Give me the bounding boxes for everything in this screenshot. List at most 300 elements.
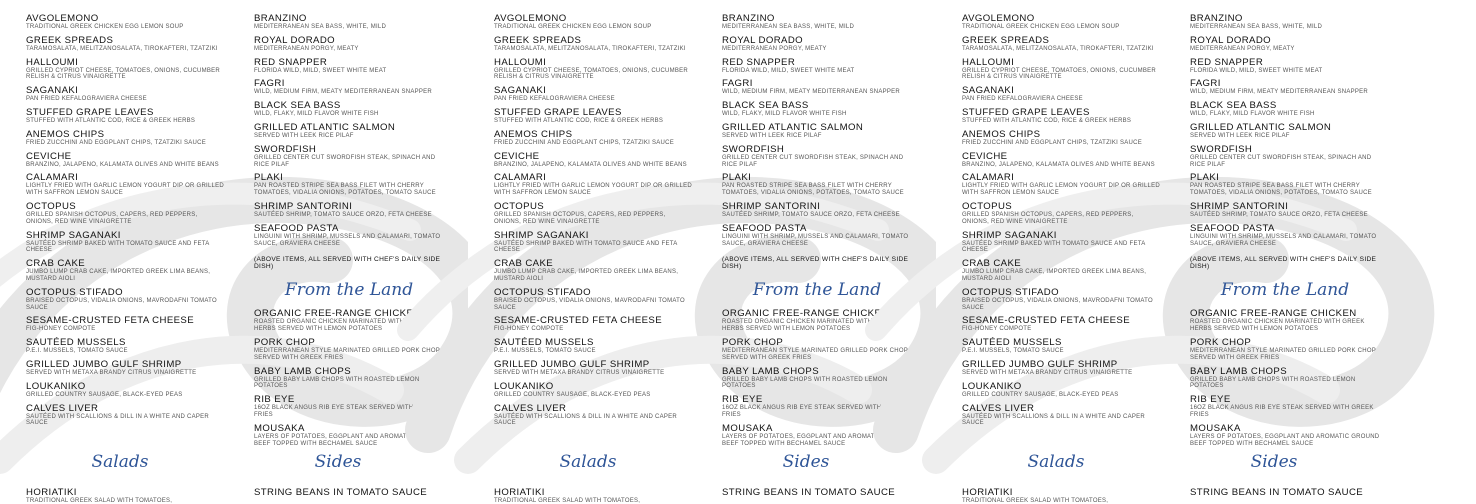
menu-item-description: SAUTÉED SHRIMP, TOMATO SAUCE ORZO, FETA CHEESE (722, 211, 900, 218)
menu-item (962, 107, 1162, 125)
menu-item-name: SESAME-CRUSTED FETA CHEESE (962, 315, 1131, 327)
salad-name: HORIATIKI (26, 487, 77, 498)
menu-item-name: PLAKI (1190, 172, 1220, 184)
menu-item-name: BRANZINO (722, 13, 775, 24)
menu-item-name: RIB EYE (254, 394, 295, 406)
menu-item-description: WILD, FLAKY, MILD FLAVOR WHITE FISH (722, 111, 847, 118)
menu-item (26, 13, 226, 31)
menu-item-name: GREEK SPREADS (494, 34, 582, 46)
menu-item (26, 129, 226, 147)
sides-heading: Sides (1250, 452, 1298, 472)
menu-item-description: LINGUINI WITH SHRIMP, MUSSELS AND CALAMARI, TOMATO SAUCE, GRAVIERA CHEESE (722, 233, 909, 247)
menu-item-description: BRAISED OCTOPUS, VIDALIA ONIONS, MAVRODAFNI TOMATO SAUCE (494, 297, 685, 311)
menu-item-name: LOUKANIKO (494, 380, 554, 392)
menu-item (1190, 122, 1380, 140)
menu-item (1190, 172, 1380, 197)
menu-item (722, 366, 912, 391)
menu-item (26, 403, 226, 428)
menu-item-name: MOUSAKA (722, 422, 773, 434)
menu-item (26, 107, 226, 125)
menu-item-name: OCTOPUS STIFADO (26, 286, 123, 298)
menu-item-description: FLORIDA WILD, MILD, SWEET WHITE MEAT (254, 67, 387, 74)
menu-item-name: HALLOUMI (26, 56, 79, 68)
menu-item-description: STUFFED WITH ATLANTIC COD, RICE & GREEK HERBS (962, 117, 1132, 124)
menu-item (722, 201, 912, 219)
menu-item (722, 100, 912, 118)
menu-item-name: GREEK SPREADS (962, 34, 1050, 46)
menu-item-description: GRILLED BABY LAMB CHOPS WITH ROASTED LEMON POTATOES (722, 376, 888, 390)
menu-item-name: SEAFOOD PASTA (1190, 222, 1275, 234)
salad-item (26, 487, 172, 504)
menu-item (494, 359, 694, 377)
menu-item-name: BLACK SEA BASS (1190, 100, 1277, 112)
menu-item-description: WILD, MEDIUM FIRM, MEATY MEDITERRANEAN SNAPPER (722, 89, 900, 96)
menu-item-name: BABY LAMB CHOPS (254, 365, 351, 377)
menu-item (26, 230, 226, 255)
menu-item (722, 13, 912, 31)
menu-item (254, 201, 444, 219)
menu-item-description: LINGUINI WITH SHRIMP, MUSSELS AND CALAMARI, TOMATO SAUCE, GRAVIERA CHEESE (254, 233, 441, 247)
menu-item-description: GRILLED BABY LAMB CHOPS WITH ROASTED LEMON POTATOES (1190, 376, 1356, 390)
menu-item-name: CRAB CAKE (494, 258, 554, 270)
menu-item-description: BRANZINO, JALAPENO, KALAMATA OLIVES AND WHITE BEANS (962, 161, 1155, 168)
menu-item-description: SERVED WITH METAXA BRANDY CITRUS VINAIGRETTE (962, 369, 1133, 376)
menu-item-name: BRANZINO (1190, 13, 1243, 24)
menu-item-description: SAUTÉED SHRIMP BAKED WITH TOMATO SAUCE AND FETA CHEESE (962, 240, 1146, 254)
menu-item (494, 201, 694, 226)
salads-heading: Salads (1027, 452, 1085, 472)
salad-name: HORIATIKI (494, 487, 545, 498)
menu-item (1190, 35, 1380, 53)
menu-item-description: P.E.I. MUSSELS, TOMATO SAUCE (26, 348, 128, 355)
menu-item-description: TARAMOSALATA, MELITZANOSALATA, TIROKAFTERI, TZATZIKI (962, 45, 1154, 52)
menu-item-name: RIB EYE (1190, 394, 1231, 406)
menu-item-description: GRILLED SPANISH OCTOPUS, CAPERS, RED PEPPERS, ONIONS, RED WINE VINAIGRETTE (494, 211, 666, 225)
menu-item-description: GRILLED CYPRIOT CHEESE, TOMATOES, ONIONS, CUCUMBER RELISH & CITRUS VINAIGRETTE (26, 67, 220, 81)
menu-item (962, 359, 1162, 377)
menu-item-name: CALVES LIVER (494, 402, 567, 414)
menu-item-name: CALVES LIVER (26, 402, 99, 414)
menu-item-description: GRILLED CYPRIOT CHEESE, TOMATOES, ONIONS, CUCUMBER RELISH & CITRUS VINAIGRETTE (962, 67, 1156, 81)
menu-item (722, 35, 912, 53)
menu-item-description: 16OZ BLACK ANGUS RIB EYE STEAK SERVED WITH GREEK FRIES (1190, 405, 1374, 418)
menu-item (254, 78, 444, 96)
from-the-land-heading: From the Land (284, 280, 414, 301)
menu-item (494, 129, 694, 147)
menu-item (254, 394, 444, 419)
menu-item (1190, 201, 1380, 219)
menu-item-description: WILD, FLAKY, MILD FLAVOR WHITE FISH (254, 111, 379, 118)
menu-item-name: RED SNAPPER (722, 56, 796, 68)
menu-item-name: ORGANIC FREE-RANGE CHICKEN (722, 308, 889, 320)
menu-item (1190, 223, 1380, 248)
menu-item (254, 122, 444, 140)
menu-item-name: GRILLED ATLANTIC SALMON (254, 121, 396, 133)
menu-item-name: RED SNAPPER (1190, 56, 1264, 68)
menu-item (1190, 308, 1380, 333)
menu-item-description: PAN ROASTED STRIPE SEA BASS FILET WITH CHERRY TOMATOES, VIDALIA ONIONS, POTATOES, TOMATO SAUCE (1190, 183, 1372, 197)
menu-item-name: SHRIMP SANTORINI (1190, 200, 1289, 212)
fish-and-land-column (1190, 13, 1380, 451)
menu-item (494, 107, 694, 125)
sides-heading-wrap (1214, 452, 1334, 472)
menu-item-description: GRILLED SPANISH OCTOPUS, CAPERS, RED PEPPERS, ONIONS, RED WINE VINAIGRETTE (962, 211, 1134, 225)
menu-page-1 (0, 0, 466, 504)
menu-item (26, 151, 226, 169)
sides-heading: Sides (782, 452, 830, 472)
menu-item-name: HALLOUMI (962, 56, 1015, 68)
salads-heading-wrap (528, 452, 648, 472)
menu-item-description: FIG-HONEY COMPOTE (26, 326, 96, 333)
menu-page-2 (468, 0, 934, 504)
menu-item-name: LOUKANIKO (26, 380, 86, 392)
sides-heading-wrap (278, 452, 398, 472)
menu-item-description: 16OZ BLACK ANGUS RIB EYE STEAK SERVED WITH GREEK FRIES (254, 405, 438, 418)
menu-item-description: P.E.I. MUSSELS, TOMATO SAUCE (494, 348, 596, 355)
menu-item (1190, 78, 1380, 96)
menu-item-description: SERVED WITH METAXA BRANDY CITRUS VINAIGRETTE (26, 369, 197, 376)
menu-item (962, 57, 1162, 82)
menu-item (494, 151, 694, 169)
side-name: STRING BEANS IN TOMATO SAUCE (1190, 487, 1364, 498)
menu-item (1190, 337, 1380, 362)
sides-heading-wrap (746, 452, 866, 472)
menu-item-description: MEDITERRANEAN SEA BASS, WHITE, MILD (722, 24, 855, 30)
menu-item-name: CEVICHE (494, 150, 540, 162)
menu-item (722, 172, 912, 197)
salad-desc: TRADITIONAL GREEK SALAD WITH TOMATOES, (494, 498, 641, 504)
menu-item-name: SEAFOOD PASTA (722, 222, 807, 234)
menu-item-description: SERVED WITH LEEK RICE PILAF (254, 132, 354, 139)
menu-item-name: SAGANAKI (962, 85, 1015, 97)
menu-item-description: LAYERS OF POTATOES, EGGPLANT AND AROMATIC GROUND BEEF TOPPED WITH BECHAMEL SAUCE (254, 433, 444, 447)
menu-item-name: SHRIMP SAGANAKI (962, 229, 1057, 241)
menu-item (962, 337, 1162, 355)
menu-item (254, 35, 444, 53)
menu-item-description: MEDITERRANEAN STYLE MARINATED GRILLED PORK CHOP SERVED WITH GREEK FRIES (254, 347, 440, 361)
menu-item (26, 172, 226, 197)
menu-item-description: TARAMOSALATA, MELITZANOSALATA, TIROKAFTERI, TZATZIKI (494, 45, 686, 52)
menu-item-description: LIGHTLY FRIED WITH GARLIC LEMON YOGURT DIP OR GRILLED WITH SAFFRON LEMON SAUCE (26, 183, 224, 197)
menu-item (26, 287, 226, 312)
menu-item (722, 144, 912, 169)
menu-item-name: GRILLED JUMBO GULF SHRIMP (26, 358, 182, 370)
menu-item-name: GREEK SPREADS (26, 34, 114, 46)
menu-item-name: BABY LAMB CHOPS (722, 365, 819, 377)
menu-item-name: PLAKI (254, 172, 284, 184)
menu-item-name: ANEMOS CHIPS (962, 128, 1041, 140)
menu-item-description: MEDITERRANEAN PORGY, MEATY (722, 45, 827, 52)
menu-item-description: MEDITERRANEAN PORGY, MEATY (254, 45, 359, 52)
menu-item (494, 13, 694, 31)
menu-item-name: FAGRI (254, 78, 285, 90)
menu-item (254, 144, 444, 169)
menu-item-name: HALLOUMI (494, 56, 547, 68)
menu-item-name: GRILLED JUMBO GULF SHRIMP (494, 358, 650, 370)
menu-item (962, 172, 1162, 197)
menu-item-description: PAN ROASTED STRIPE SEA BASS FILET WITH CHERRY TOMATOES, VIDALIA ONIONS, POTATOES, TOMATO SAUCE (722, 183, 904, 197)
menu-item-description: GRILLED CENTER CUT SWORDFISH STEAK, SPINACH AND RICE PILAF (254, 154, 436, 168)
salads-heading-wrap (60, 452, 180, 472)
menu-item-name: CALAMARI (494, 172, 547, 184)
menu-item-name: PORK CHOP (254, 336, 316, 348)
menu-item-name: FAGRI (722, 78, 753, 90)
menu-item-description: GRILLED COUNTRY SAUSAGE, BLACK-EYED PEAS (494, 391, 651, 398)
salad-item (962, 487, 1108, 504)
menu-item (962, 201, 1162, 226)
menu-item-name: ANEMOS CHIPS (494, 128, 573, 140)
menu-item-description: TRADITIONAL GREEK CHICKEN EGG LEMON SOUP (494, 24, 652, 30)
menu-item-name: SWORDFISH (254, 143, 317, 155)
menu-item-name: BRANZINO (254, 13, 307, 24)
menu-item-description: LIGHTLY FRIED WITH GARLIC LEMON YOGURT DIP OR GRILLED WITH SAFFRON LEMON SAUCE (494, 183, 692, 197)
menu-item-description: BRAISED OCTOPUS, VIDALIA ONIONS, MAVRODAFNI TOMATO SAUCE (26, 297, 217, 311)
menu-item (722, 78, 912, 96)
menu-item (962, 151, 1162, 169)
menu-item-description: PAN ROASTED STRIPE SEA BASS FILET WITH CHERRY TOMATOES, VIDALIA ONIONS, POTATOES, TOMATO SAUCE (254, 183, 436, 197)
side-item (254, 487, 427, 498)
menu-page-3 (936, 0, 1402, 504)
menu-item-name: OCTOPUS STIFADO (962, 286, 1059, 298)
menu-item (254, 308, 444, 333)
fish-and-land-column (722, 13, 912, 451)
menu-item-description: FIG-HONEY COMPOTE (494, 326, 564, 333)
menu-item-name: ROYAL DORADO (254, 34, 336, 46)
menu-item-name: SHRIMP SAGANAKI (26, 229, 121, 241)
menu-item-description: TRADITIONAL GREEK CHICKEN EGG LEMON SOUP (26, 24, 184, 30)
from-the-land-heading: From the Land (752, 280, 882, 301)
menu-item-description: STUFFED WITH ATLANTIC COD, RICE & GREEK HERBS (494, 117, 664, 124)
menu-item-name: CRAB CAKE (26, 258, 86, 270)
menu-item-description: JUMBO LUMP CRAB CAKE, IMPORTED GREEK LIMA BEANS, MUSTARD AIOLI (26, 269, 211, 282)
menu-item-description: FRIED ZUCCHINI AND EGGPLANT CHIPS, TZATZIKI SAUCE (962, 139, 1142, 146)
menu-item-name: STUFFED GRAPE LEAVES (962, 106, 1090, 118)
menu-item-description: SAUTÉED WITH SCALLIONS & DILL IN A WHITE AND CAPER SAUCE (962, 413, 1145, 427)
menu-item-name: RIB EYE (722, 394, 763, 406)
menu-item (494, 315, 694, 333)
menu-item-name: BLACK SEA BASS (254, 100, 341, 112)
menu-item-name: ORGANIC FREE-RANGE CHICKEN (254, 308, 421, 320)
menu-item (254, 100, 444, 118)
menu-item-description: GRILLED COUNTRY SAUSAGE, BLACK-EYED PEAS (962, 391, 1119, 398)
menu-item-description: FRIED ZUCCHINI AND EGGPLANT CHIPS, TZATZIKI SAUCE (26, 139, 206, 146)
menu-item-description: TRADITIONAL GREEK CHICKEN EGG LEMON SOUP (962, 24, 1120, 30)
menu-item-name: SAGANAKI (494, 85, 547, 97)
menu-item-description: LIGHTLY FRIED WITH GARLIC LEMON YOGURT DIP OR GRILLED WITH SAFFRON LEMON SAUCE (962, 183, 1160, 197)
menu-item-name: SHRIMP SANTORINI (722, 200, 821, 212)
menu-item (962, 403, 1162, 428)
menu-item (962, 13, 1162, 31)
menu-item (26, 57, 226, 82)
menu-item-description: JUMBO LUMP CRAB CAKE, IMPORTED GREEK LIMA BEANS, MUSTARD AIOLI (962, 269, 1147, 282)
menu-item (722, 223, 912, 248)
menu-item (1190, 57, 1380, 75)
menu-item-description: FIG-HONEY COMPOTE (962, 326, 1032, 333)
menu-item (1190, 423, 1380, 448)
menu-item (722, 308, 912, 333)
menu-item (26, 381, 226, 399)
menu-item-description: ROASTED ORGANIC CHICKEN MARINATED WITH GREEK HERBS SERVED WITH LEMON POTATOES (1190, 319, 1365, 333)
menu-item-description: SAUTÉED SHRIMP, TOMATO SAUCE ORZO, FETA CHEESE (1190, 211, 1368, 218)
menu-item (494, 35, 694, 53)
menu-item-name: BABY LAMB CHOPS (1190, 365, 1287, 377)
menu-item-description: ROASTED ORGANIC CHICKEN MARINATED WITH GREEK HERBS SERVED WITH LEMON POTATOES (254, 319, 429, 333)
menu-item (494, 172, 694, 197)
menu-item-description: LINGUINI WITH SHRIMP, MUSSELS AND CALAMARI, TOMATO SAUCE, GRAVIERA CHEESE (1190, 233, 1377, 247)
menu-item (494, 337, 694, 355)
menu-item-description: GRILLED BABY LAMB CHOPS WITH ROASTED LEMON POTATOES (254, 376, 420, 390)
menu-item-description: SERVED WITH LEEK RICE PILAF (1190, 132, 1290, 139)
menu-item (26, 35, 226, 53)
menu-item-name: BLACK SEA BASS (722, 100, 809, 112)
menu-item-description: BRAISED OCTOPUS, VIDALIA ONIONS, MAVRODAFNI TOMATO SAUCE (962, 297, 1153, 311)
menu-item-name: SHRIMP SAGANAKI (494, 229, 589, 241)
menu-item (26, 359, 226, 377)
salads-heading-wrap (996, 452, 1116, 472)
menu-item (1190, 144, 1380, 169)
salads-heading: Salads (559, 452, 617, 472)
side-name: STRING BEANS IN TOMATO SAUCE (254, 487, 428, 498)
menu-item (962, 35, 1162, 53)
menu-item-name: AVGOLEMONO (494, 13, 567, 24)
menu-item-description: PAN FRIED KEFALOGRAVIERA CHEESE (962, 96, 1083, 103)
menu-item (26, 85, 226, 103)
menu-item (962, 85, 1162, 103)
menu-item-name: STUFFED GRAPE LEAVES (26, 106, 154, 118)
menu-item-description: GRILLED CENTER CUT SWORDFISH STEAK, SPINACH AND RICE PILAF (722, 154, 904, 168)
menu-item-description: SAUTÉED WITH SCALLIONS & DILL IN A WHITE AND CAPER SAUCE (26, 413, 209, 427)
menu-item (494, 403, 694, 428)
menu-item-name: MOUSAKA (1190, 422, 1241, 434)
menu-item-name: SESAME-CRUSTED FETA CHEESE (494, 315, 663, 327)
menu-item (26, 315, 226, 333)
menu-item-name: ROYAL DORADO (1190, 34, 1272, 46)
menu-item-name: AVGOLEMONO (962, 13, 1035, 24)
menu-item (962, 287, 1162, 312)
menu-item-name: LOUKANIKO (962, 380, 1022, 392)
menu-item-description: PAN FRIED KEFALOGRAVIERA CHEESE (26, 96, 147, 103)
menu-item-description: GRILLED CYPRIOT CHEESE, TOMATOES, ONIONS, CUCUMBER RELISH & CITRUS VINAIGRETTE (494, 67, 688, 81)
menu-item (1190, 366, 1380, 391)
menu-item (722, 423, 912, 448)
menu-item-description: MEDITERRANEAN STYLE MARINATED GRILLED PORK CHOP SERVED WITH GREEK FRIES (1190, 347, 1376, 361)
menu-item (494, 287, 694, 312)
menu-item-name: SHRIMP SANTORINI (254, 200, 353, 212)
menu-item-name: AVGOLEMONO (26, 13, 99, 24)
menu-item (26, 337, 226, 355)
menu-item (254, 172, 444, 197)
menu-item (494, 381, 694, 399)
menu-item (254, 223, 444, 248)
menu-item (1190, 100, 1380, 118)
menu-item-description: MEDITERRANEAN SEA BASS, WHITE, MILD (254, 24, 387, 30)
salad-name: HORIATIKI (962, 487, 1013, 498)
menu-item-name: STUFFED GRAPE LEAVES (494, 106, 622, 118)
menu-item-description: 16OZ BLACK ANGUS RIB EYE STEAK SERVED WITH GREEK FRIES (722, 405, 906, 418)
menu-item-name: SAUTÉED MUSSELS (494, 337, 594, 349)
menu-item-description: SERVED WITH METAXA BRANDY CITRUS VINAIGRETTE (494, 369, 665, 376)
menu-item-description: WILD, MEDIUM FIRM, MEATY MEDITERRANEAN SNAPPER (1190, 89, 1368, 96)
menu-item-name: MOUSAKA (254, 422, 305, 434)
menu-item-name: CRAB CAKE (962, 258, 1022, 270)
menu-item (722, 394, 912, 419)
menu-item-name: OCTOPUS (962, 200, 1013, 212)
side-item (1190, 487, 1363, 498)
menu-item-name: PORK CHOP (722, 336, 784, 348)
menu-item-name: OCTOPUS (26, 200, 77, 212)
menu-item (722, 57, 912, 75)
menu-item-name: CEVICHE (26, 150, 72, 162)
menu-item-name: CALAMARI (26, 172, 79, 184)
side-dish-note: (ABOVE ITEMS, ALL SERVED WITH CHEF'S DAILY SIDE DISH) (722, 256, 909, 271)
menu-item-description: STUFFED WITH ATLANTIC COD, RICE & GREEK HERBS (26, 117, 196, 124)
menu-item-description: MEDITERRANEAN SEA BASS, WHITE, MILD (1190, 24, 1323, 30)
menu-item-description: FLORIDA WILD, MILD, SWEET WHITE MEAT (1190, 67, 1323, 74)
menu-item-description: GRILLED COUNTRY SAUSAGE, BLACK-EYED PEAS (26, 391, 183, 398)
menu-item (722, 122, 912, 140)
menu-item-name: CEVICHE (962, 150, 1008, 162)
menu-item-name: CALAMARI (962, 172, 1015, 184)
menu-item-name: ANEMOS CHIPS (26, 128, 105, 140)
menu-item (254, 423, 444, 448)
appetizers-column (494, 13, 694, 431)
menu-item (962, 129, 1162, 147)
menu-item (722, 337, 912, 362)
menu-item (494, 230, 694, 255)
menu-item-description: GRILLED SPANISH OCTOPUS, CAPERS, RED PEPPERS, ONIONS, RED WINE VINAIGRETTE (26, 211, 198, 225)
menu-item-description: GRILLED CENTER CUT SWORDFISH STEAK, SPINACH AND RICE PILAF (1190, 154, 1372, 168)
menu-item-description: SAUTÉED SHRIMP BAKED WITH TOMATO SAUCE AND FETA CHEESE (494, 240, 678, 254)
menu-item-name: SAUTÉED MUSSELS (26, 337, 126, 349)
menu-item-name: SEAFOOD PASTA (254, 222, 339, 234)
menu-item-name: GRILLED ATLANTIC SALMON (722, 121, 864, 133)
menu-item-name: GRILLED JUMBO GULF SHRIMP (962, 358, 1118, 370)
menu-item (494, 258, 694, 283)
side-dish-note: (ABOVE ITEMS, ALL SERVED WITH CHEF'S DAILY SIDE DISH) (1190, 256, 1377, 271)
menu-item-description: MEDITERRANEAN PORGY, MEATY (1190, 45, 1295, 52)
menu-item-description: SAUTÉED SHRIMP BAKED WITH TOMATO SAUCE AND FETA CHEESE (26, 240, 210, 254)
menu-item-name: SESAME-CRUSTED FETA CHEESE (26, 315, 195, 327)
menu-item (962, 381, 1162, 399)
menu-item-description: SAUTÉED SHRIMP, TOMATO SAUCE ORZO, FETA CHEESE (254, 211, 432, 218)
menu-item (1190, 394, 1380, 419)
side-item (722, 487, 895, 498)
appetizers-column (26, 13, 226, 431)
menu-item-name: SWORDFISH (722, 143, 785, 155)
menu-item (962, 258, 1162, 283)
menu-item-description: LAYERS OF POTATOES, EGGPLANT AND AROMATIC GROUND BEEF TOPPED WITH BECHAMEL SAUCE (1190, 433, 1380, 447)
appetizers-column (962, 13, 1162, 431)
salad-desc: TRADITIONAL GREEK SALAD WITH TOMATOES, (962, 498, 1109, 504)
menu-item-name: OCTOPUS STIFADO (494, 286, 591, 298)
menu-item-description: P.E.I. MUSSELS, TOMATO SAUCE (962, 348, 1064, 355)
menu-item-description: BRANZINO, JALAPENO, KALAMATA OLIVES AND WHITE BEANS (26, 161, 219, 168)
sides-heading: Sides (314, 452, 362, 472)
menu-item-description: BRANZINO, JALAPENO, KALAMATA OLIVES AND WHITE BEANS (494, 161, 687, 168)
menu-item (1190, 13, 1380, 31)
menu-item-name: FAGRI (1190, 78, 1221, 90)
menu-item-name: ORGANIC FREE-RANGE CHICKEN (1190, 308, 1357, 320)
menu-item-description: WILD, MEDIUM FIRM, MEATY MEDITERRANEAN SNAPPER (254, 89, 432, 96)
menu-item (254, 337, 444, 362)
menu-item-description: FLORIDA WILD, MILD, SWEET WHITE MEAT (722, 67, 855, 74)
menu-item-name: SWORDFISH (1190, 143, 1253, 155)
menu-item-description: WILD, FLAKY, MILD FLAVOR WHITE FISH (1190, 111, 1315, 118)
menu-item-name: CALVES LIVER (962, 402, 1035, 414)
menu-item-name: RED SNAPPER (254, 56, 328, 68)
salads-heading: Salads (91, 452, 149, 472)
salad-desc: TRADITIONAL GREEK SALAD WITH TOMATOES, (26, 498, 173, 504)
